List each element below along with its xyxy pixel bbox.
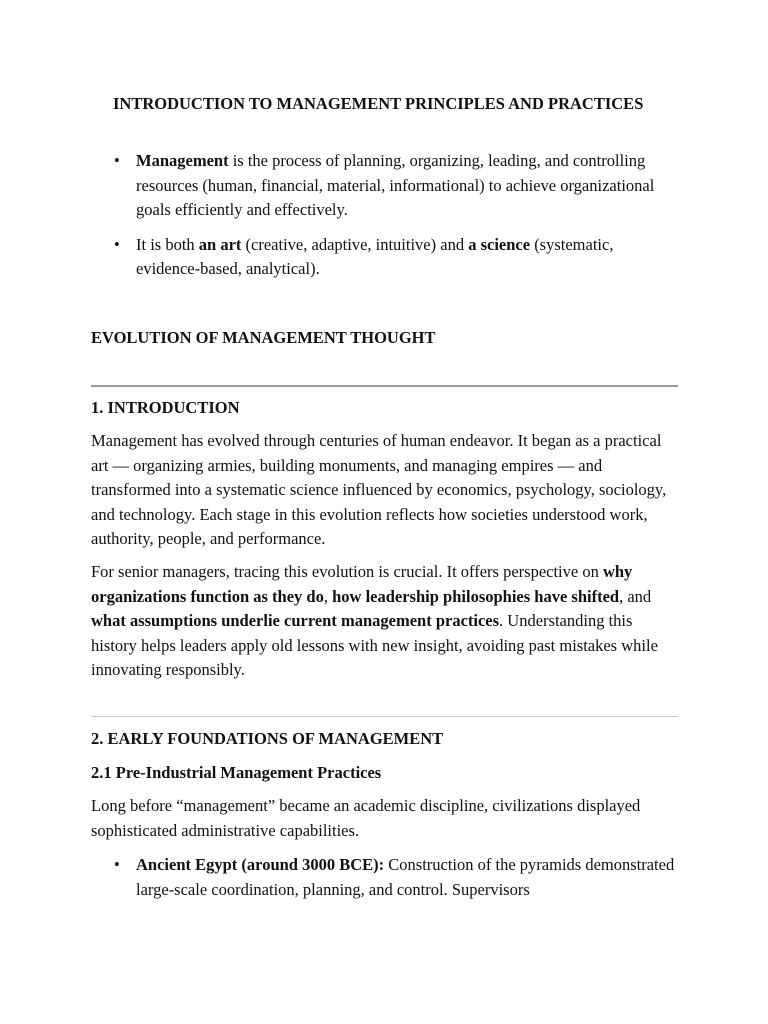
divider xyxy=(91,716,678,717)
intro-bullet-list xyxy=(91,149,681,282)
list-item xyxy=(91,233,681,282)
bold-phrase: Ancient Egypt (around 3000 BCE): xyxy=(136,855,385,874)
bullet-glyph: • xyxy=(114,855,120,874)
term-art: an art xyxy=(198,234,242,254)
bold-phrase: why organizations function as they do xyxy=(91,562,633,606)
text-run: (systematic, evidence-based, analytical). xyxy=(136,234,614,278)
text-run: For senior managers, tracing this evolution is crucial. It offers perspective on xyxy=(91,562,603,581)
definition-text: is the process of planning, organizing, leading, and controlling resources (human, financial, material, informational) to achieve organizational goals efficiently and effectively. xyxy=(136,151,655,219)
text-run: . Understanding this history helps leaders apply old lessons with new insight, avoiding past mistakes while innovating responsibly. xyxy=(91,611,658,679)
text-run: Construction of the pyramids demonstrated large-scale coordination, planning, and control. Supervisors xyxy=(136,855,675,899)
text-run: (creative, adaptive, intuitive) and xyxy=(241,234,469,254)
bold-phrase: what assumptions underlie current management practices xyxy=(91,611,500,630)
divider xyxy=(91,385,678,387)
text-run: , xyxy=(323,586,333,606)
bold-phrase: how leadership philosophies have shifted xyxy=(332,586,620,606)
section-heading-introduction: 1. INTRODUCTION xyxy=(91,398,240,417)
list-item xyxy=(91,149,681,223)
bullet-glyph: • xyxy=(114,151,120,170)
text-run: It is both xyxy=(136,234,199,254)
paragraph: Management has evolved through centuries of human endeavor. It began as a practical art — organizing armies, building monuments, and managing empires — and transformed into a systematic science influenced by economics, psychology, sociology, and technology. Each stage in this evolution reflects how societies understood work, authority, people, and performance. xyxy=(91,431,667,548)
term-management: Management xyxy=(136,151,229,170)
list-item xyxy=(91,853,681,902)
text-run: , and xyxy=(619,586,652,606)
bullet-glyph: • xyxy=(114,234,120,254)
paragraph xyxy=(91,560,681,683)
section-heading-early-foundations: 2. EARLY FOUNDATIONS OF MANAGEMENT xyxy=(91,729,444,748)
early-bullet-list xyxy=(91,853,681,902)
paragraph: Long before “management” became an academic discipline, civilizations displayed sophisticated administrative capabilities. xyxy=(91,796,641,840)
subsection-heading: 2.1 Pre-Industrial Management Practices xyxy=(91,763,382,782)
term-science: a science xyxy=(468,234,531,254)
evolution-heading: EVOLUTION OF MANAGEMENT THOUGHT xyxy=(91,328,436,347)
document-title: INTRODUCTION TO MANAGEMENT PRINCIPLES AND PRACTICES xyxy=(113,94,644,113)
